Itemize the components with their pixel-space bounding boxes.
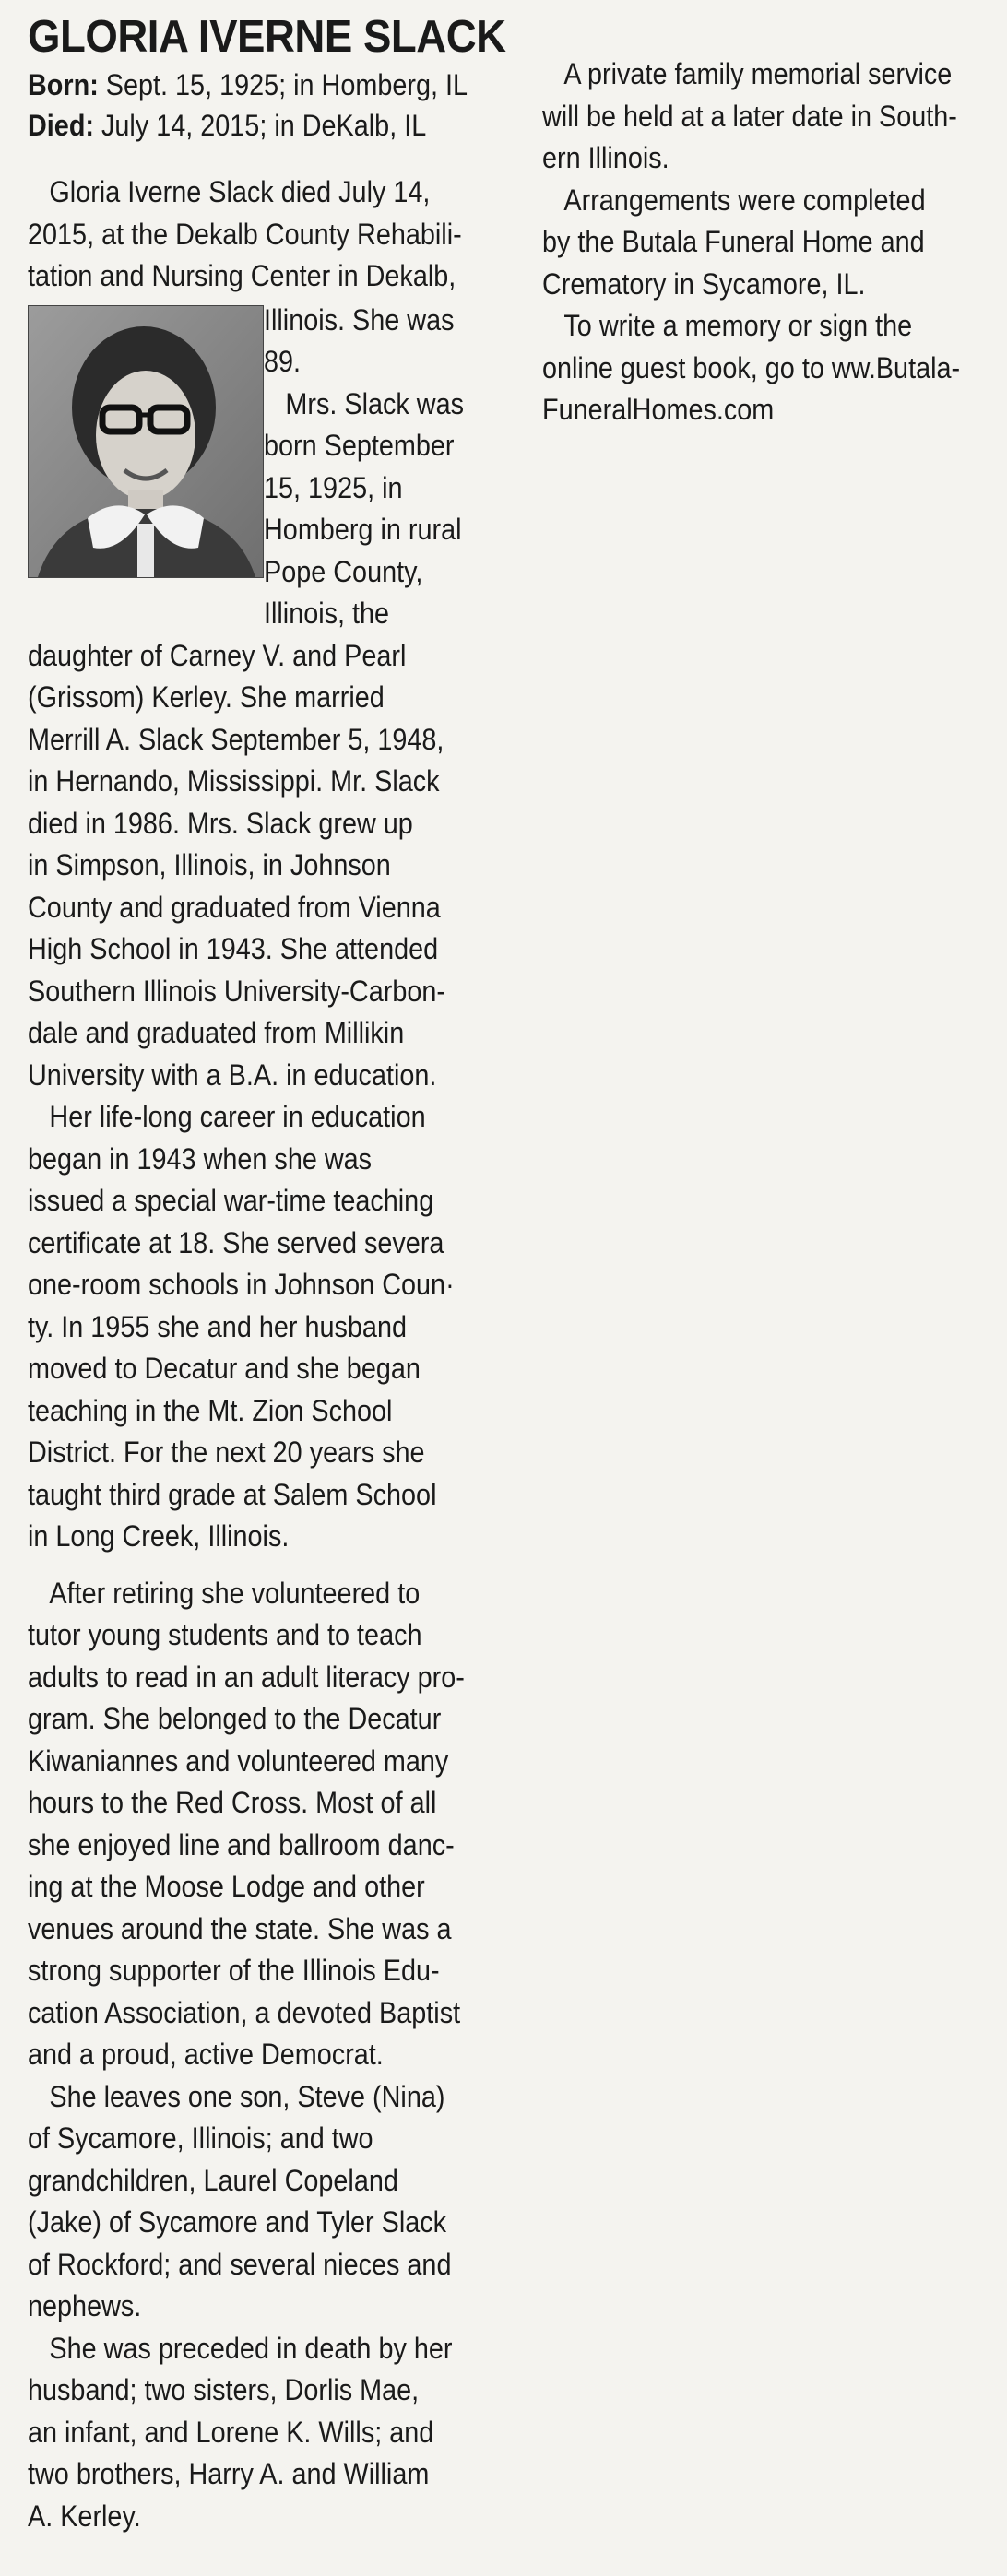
text-line: Arrangements were completed [563, 183, 926, 217]
text-line: hours to the Red Cross. Most of all [28, 1786, 437, 1819]
text-line: ern Illinois. [542, 141, 669, 174]
guest-book-paragraph [542, 305, 961, 431]
guest-book-url: FuneralHomes.com [542, 393, 775, 426]
photo-block [28, 302, 507, 630]
left-column [28, 11, 507, 2537]
text-line: husband; two sisters, Dorlis Mae, [28, 2373, 420, 2406]
portrait-image [29, 306, 263, 577]
text-line: born September [264, 429, 455, 462]
text-line: in Simpson, Illinois, in Johnson [28, 848, 391, 881]
text-line: died in 1986. Mrs. Slack grew up [28, 806, 413, 840]
text-line: ty. In 1955 she and her husband [28, 1309, 407, 1343]
text-line: Her life-long career in education [49, 1100, 426, 1133]
text-line: an infant, and Lorene K. Wills; and [28, 2415, 434, 2449]
text-line: Gloria Iverne Slack died July 14, [49, 175, 431, 208]
text-line: District. For the next 20 years she [28, 1436, 425, 1469]
text-line: nephews. [28, 2289, 142, 2322]
text-line: two brothers, Harry A. and William [28, 2457, 430, 2490]
died-value: July 14, 2015; in DeKalb, IL [101, 109, 427, 142]
text-line: by the Butala Funeral Home and [542, 225, 925, 258]
paragraph-2 [28, 1096, 459, 1558]
text-line: Pope County, [264, 554, 423, 588]
text-line: adults to read in an adult literacy pro- [28, 1660, 465, 1694]
text-line: dale and graduated from Millikin [28, 1016, 405, 1049]
paragraph-1-rest [28, 635, 459, 1097]
text-line: University with a B.A. in education. [28, 1058, 437, 1092]
text-line: issued a special war-time teaching [28, 1184, 434, 1217]
deceased-name: GLORIA IVERNE SLACK [28, 12, 506, 62]
born-line [28, 65, 468, 105]
text-line: in Hernando, Mississippi. Mr. Slack [28, 764, 440, 798]
died-label: Died: [28, 109, 94, 142]
text-line: To write a memory or sign the [563, 309, 913, 342]
text-line: tutor young students and to teach [28, 1618, 422, 1651]
paragraph-3 [28, 1573, 465, 2076]
text-line: Mrs. Slack was [285, 386, 465, 420]
text-line: County and graduated from Vienna [28, 890, 441, 924]
text-line: in Long Creek, Illinois. [28, 1519, 290, 1553]
text-line: grandchildren, Laurel Copeland [28, 2163, 398, 2197]
text-line: 2015, at the Dekalb County Rehabili- [28, 217, 462, 251]
text-line: (Grissom) Kerley. She married [28, 680, 385, 714]
text-line: certificate at 18. She served severa [28, 1225, 444, 1259]
text-line: She leaves one son, Steve (Nina) [49, 2079, 445, 2113]
text-line: of Sycamore, Illinois; and two [28, 2121, 373, 2155]
paragraph-4 [28, 2076, 459, 2328]
text-line: Merrill A. Slack September 5, 1948, [28, 722, 444, 756]
text-line: cation Association, a devoted Baptist [28, 1995, 461, 2029]
text-line: one-room schools in Johnson Coun· [28, 1268, 455, 1301]
text-line: 89. [264, 345, 302, 378]
text-line: Homberg in rural [264, 513, 462, 546]
text-line: (Jake) of Sycamore and Tyler Slack [28, 2205, 447, 2239]
text-line: A. Kerley. [28, 2499, 141, 2533]
born-value: Sept. 15, 1925; in Homberg, IL [105, 68, 468, 101]
text-line: 15, 1925, in [264, 470, 403, 504]
text-line: teaching in the Mt. Zion School [28, 1393, 393, 1427]
paragraph-5 [28, 2328, 459, 2538]
text-line: taught third grade at Salem School [28, 1477, 437, 1511]
text-line: A private family memorial service [563, 57, 953, 90]
text-line: online guest book, go to ww.Butala- [542, 350, 961, 384]
text-line: strong supporter of the Illinois Edu- [28, 1954, 440, 1987]
text-line: she enjoyed line and ballroom danc- [28, 1827, 455, 1861]
text-line: Kiwaniannes and volunteered many [28, 1743, 449, 1778]
text-line: tation and Nursing Center in Dekalb, [28, 259, 456, 292]
memorial-service-paragraph [542, 53, 957, 180]
text-line: daughter of Carney V. and Pearl [28, 638, 407, 672]
text-line: After retiring she volunteered to [49, 1576, 421, 1610]
text-line: began in 1943 when she was [28, 1141, 373, 1176]
text-line: High School in 1943. She attended [28, 932, 439, 965]
paragraph-1-top [28, 171, 462, 298]
text-line: ing at the Moose Lodge and other [28, 1870, 425, 1903]
text-line: She was preceded in death by her [49, 2331, 453, 2365]
died-line [28, 105, 459, 146]
right-column [542, 53, 994, 431]
text-line: Southern Illinois University-Carbon- [28, 974, 445, 1008]
beside-photo-text [264, 300, 464, 635]
arrangements-paragraph [542, 180, 949, 306]
portrait-photo [28, 305, 264, 578]
text-line: venues around the state. She was a [28, 1911, 452, 1945]
born-label: Born: [28, 68, 99, 101]
text-line: Crematory in Sycamore, IL. [542, 266, 866, 301]
text-line: Illinois. She was [264, 302, 455, 337]
text-line: and a proud, active Democrat. [28, 2038, 384, 2071]
text-line: moved to Decatur and she began [28, 1352, 421, 1385]
text-line: of Rockford; and several nieces and [28, 2247, 452, 2281]
text-line: gram. She belonged to the Decatur [28, 1702, 442, 1735]
text-line: will be held at a later date in South- [542, 99, 957, 133]
text-line: Illinois, the [264, 597, 390, 630]
